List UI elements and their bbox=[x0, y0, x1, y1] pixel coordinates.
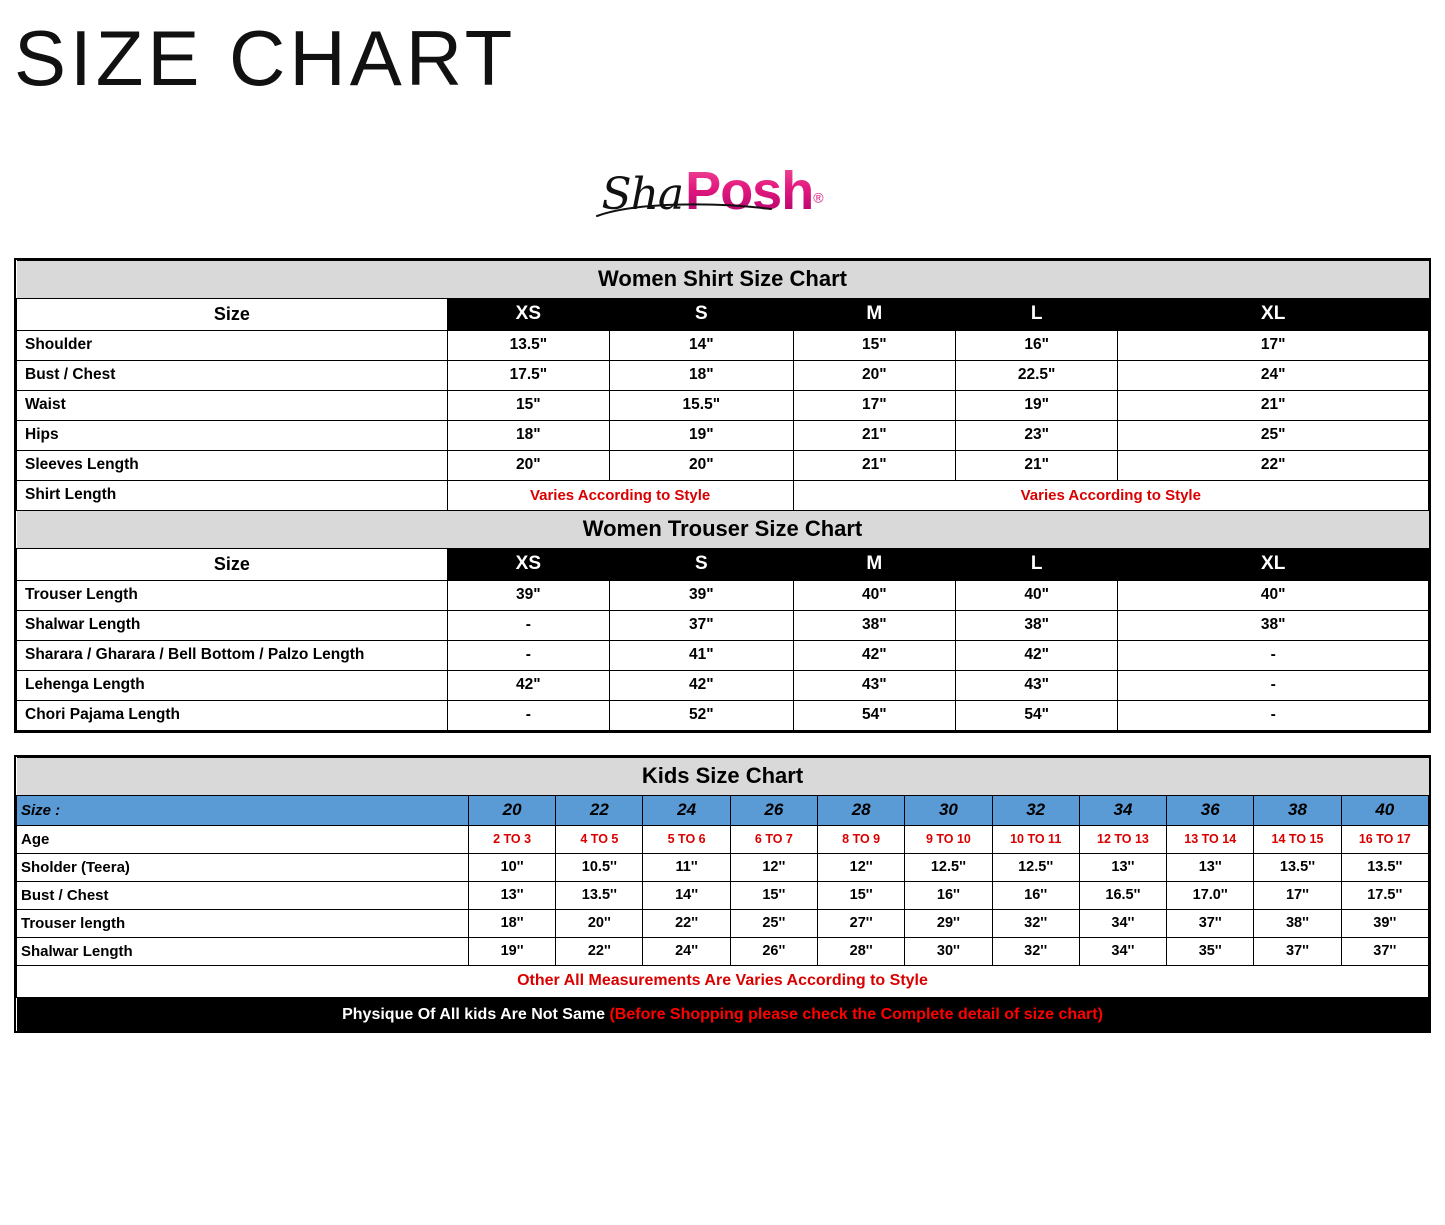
shirt-hips-l: 23" bbox=[955, 420, 1117, 450]
kids-trouser-40: 39'' bbox=[1341, 909, 1428, 937]
shirt-shoulder-m: 15" bbox=[793, 330, 955, 360]
kids-shalwar-26: 26'' bbox=[730, 937, 817, 965]
kids-sholder-20: 10'' bbox=[468, 853, 555, 881]
shirt-waist-l: 19" bbox=[955, 390, 1117, 420]
lehenga-length-m: 43" bbox=[793, 670, 955, 700]
kids-footer-note-primary: Physique Of All kids Are Not Same bbox=[342, 1005, 605, 1023]
shirt-size-label: Size bbox=[17, 298, 448, 330]
shirt-bust-xl: 24" bbox=[1118, 360, 1429, 390]
kids-trouser-30: 29'' bbox=[905, 909, 992, 937]
kids-bust-22: 13.5'' bbox=[556, 881, 643, 909]
kids-trouser-32: 32'' bbox=[992, 909, 1079, 937]
shirt-size-xl: XL bbox=[1118, 298, 1429, 330]
kids-bust-20: 13'' bbox=[468, 881, 555, 909]
table-row bbox=[17, 670, 1429, 700]
kids-size-24: 24 bbox=[643, 795, 730, 825]
table-row bbox=[17, 640, 1429, 670]
sharara-length-s: 41" bbox=[610, 640, 794, 670]
kids-size-30: 30 bbox=[905, 795, 992, 825]
shalwar-length-xl: 38" bbox=[1118, 610, 1429, 640]
kids-shalwar-24: 24'' bbox=[643, 937, 730, 965]
kids-size-38: 38 bbox=[1254, 795, 1341, 825]
kids-section-title: Kids Size Chart bbox=[17, 757, 1429, 795]
trouser-length-xl: 40" bbox=[1118, 580, 1429, 610]
kids-measurement-note: Other All Measurements Are Varies According to Style bbox=[17, 965, 1429, 997]
kids-section-title-row bbox=[17, 757, 1429, 795]
kids-bust-26: 15'' bbox=[730, 881, 817, 909]
kids-trouser-20: 18'' bbox=[468, 909, 555, 937]
shirt-shoulder-s: 14" bbox=[610, 330, 794, 360]
kids-age-36: 13 TO 14 bbox=[1167, 825, 1254, 853]
kids-age-34: 12 TO 13 bbox=[1079, 825, 1166, 853]
table-row bbox=[17, 610, 1429, 640]
kids-footer-note-secondary: (Before Shopping please check the Complete detail of size chart) bbox=[609, 1005, 1103, 1023]
table-row bbox=[17, 937, 1429, 965]
kids-age-40: 16 TO 17 bbox=[1341, 825, 1428, 853]
shirt-sleeves-s: 20" bbox=[610, 450, 794, 480]
shirt-shoulder-l: 16" bbox=[955, 330, 1117, 360]
trouser-size-xs: XS bbox=[447, 548, 609, 580]
trouser-length-xs: 39" bbox=[447, 580, 609, 610]
shirt-sleeves-xs: 20" bbox=[447, 450, 609, 480]
trouser-row-label-lehenga: Lehenga Length bbox=[17, 670, 448, 700]
kids-bust-36: 17.0'' bbox=[1167, 881, 1254, 909]
kids-bust-38: 17'' bbox=[1254, 881, 1341, 909]
kids-trouser-36: 37'' bbox=[1167, 909, 1254, 937]
kids-size-header-row bbox=[17, 795, 1429, 825]
kids-bust-34: 16.5'' bbox=[1079, 881, 1166, 909]
kids-size-26: 26 bbox=[730, 795, 817, 825]
shirt-waist-s: 15.5" bbox=[610, 390, 794, 420]
kids-size-chart-table bbox=[14, 755, 1431, 1034]
kids-row-label-shalwar: Shalwar Length bbox=[17, 937, 469, 965]
table-row bbox=[17, 909, 1429, 937]
shirt-length-note-1: Varies According to Style bbox=[447, 480, 793, 510]
kids-shalwar-28: 28'' bbox=[818, 937, 905, 965]
trouser-section-title-row bbox=[17, 510, 1429, 548]
trouser-row-label-trouser-length: Trouser Length bbox=[17, 580, 448, 610]
kids-size-28: 28 bbox=[818, 795, 905, 825]
table-row bbox=[17, 420, 1429, 450]
kids-age-30: 9 TO 10 bbox=[905, 825, 992, 853]
table-row bbox=[17, 330, 1429, 360]
shirt-size-s: S bbox=[610, 298, 794, 330]
kids-sholder-40: 13.5'' bbox=[1341, 853, 1428, 881]
shirt-shoulder-xs: 13.5" bbox=[447, 330, 609, 360]
lehenga-length-l: 43" bbox=[955, 670, 1117, 700]
kids-footer-row bbox=[17, 997, 1429, 1031]
kids-sholder-26: 12'' bbox=[730, 853, 817, 881]
trouser-length-m: 40" bbox=[793, 580, 955, 610]
kids-trouser-38: 38'' bbox=[1254, 909, 1341, 937]
trouser-size-l: L bbox=[955, 548, 1117, 580]
trouser-header-row bbox=[17, 548, 1429, 580]
kids-trouser-26: 25'' bbox=[730, 909, 817, 937]
shalwar-length-l: 38" bbox=[955, 610, 1117, 640]
chori-length-xs: - bbox=[447, 700, 609, 730]
shirt-section-title-row bbox=[17, 260, 1429, 298]
trouser-length-l: 40" bbox=[955, 580, 1117, 610]
kids-bust-24: 14'' bbox=[643, 881, 730, 909]
sharara-length-l: 42" bbox=[955, 640, 1117, 670]
kids-sholder-32: 12.5'' bbox=[992, 853, 1079, 881]
chori-length-s: 52" bbox=[610, 700, 794, 730]
kids-row-label-sholder: Sholder (Teera) bbox=[17, 853, 469, 881]
chori-length-l: 54" bbox=[955, 700, 1117, 730]
kids-age-26: 6 TO 7 bbox=[730, 825, 817, 853]
shirt-sleeves-l: 21" bbox=[955, 450, 1117, 480]
page-title: SIZE CHART bbox=[14, 14, 517, 102]
kids-sholder-38: 13.5'' bbox=[1254, 853, 1341, 881]
shirt-row-label-shirt-length: Shirt Length bbox=[17, 480, 448, 510]
lehenga-length-xs: 42" bbox=[447, 670, 609, 700]
lehenga-length-s: 42" bbox=[610, 670, 794, 700]
kids-row-label-age: Age bbox=[17, 825, 469, 853]
kids-bust-30: 16'' bbox=[905, 881, 992, 909]
kids-size-40: 40 bbox=[1341, 795, 1428, 825]
kids-shalwar-20: 19'' bbox=[468, 937, 555, 965]
kids-age-28: 8 TO 9 bbox=[818, 825, 905, 853]
kids-sholder-34: 13'' bbox=[1079, 853, 1166, 881]
trouser-row-label-chori-pajama: Chori Pajama Length bbox=[17, 700, 448, 730]
shirt-size-l: L bbox=[955, 298, 1117, 330]
trouser-size-s: S bbox=[610, 548, 794, 580]
shirt-row-label-shoulder: Shoulder bbox=[17, 330, 448, 360]
kids-trouser-34: 34'' bbox=[1079, 909, 1166, 937]
kids-age-22: 4 TO 5 bbox=[556, 825, 643, 853]
trouser-row-label-shalwar-length: Shalwar Length bbox=[17, 610, 448, 640]
table-row bbox=[17, 580, 1429, 610]
shirt-row-label-waist: Waist bbox=[17, 390, 448, 420]
shalwar-length-s: 37" bbox=[610, 610, 794, 640]
shirt-waist-xl: 21" bbox=[1118, 390, 1429, 420]
kids-row-label-bust: Bust / Chest bbox=[17, 881, 469, 909]
shirt-hips-xl: 25" bbox=[1118, 420, 1429, 450]
kids-sholder-22: 10.5'' bbox=[556, 853, 643, 881]
kids-bust-40: 17.5'' bbox=[1341, 881, 1428, 909]
shirt-row-label-bust: Bust / Chest bbox=[17, 360, 448, 390]
kids-size-20: 20 bbox=[468, 795, 555, 825]
logo-text-posh: Posh bbox=[685, 160, 814, 221]
size-chart-page bbox=[0, 14, 1445, 1225]
shirt-bust-xs: 17.5" bbox=[447, 360, 609, 390]
sharara-length-m: 42" bbox=[793, 640, 955, 670]
kids-sholder-24: 11'' bbox=[643, 853, 730, 881]
kids-shalwar-38: 37'' bbox=[1254, 937, 1341, 965]
chori-length-xl: - bbox=[1118, 700, 1429, 730]
table-row bbox=[17, 825, 1429, 853]
kids-sholder-28: 12'' bbox=[818, 853, 905, 881]
lehenga-length-xl: - bbox=[1118, 670, 1429, 700]
kids-trouser-24: 22'' bbox=[643, 909, 730, 937]
shirt-size-xs: XS bbox=[447, 298, 609, 330]
table-row bbox=[17, 390, 1429, 420]
kids-bust-28: 15'' bbox=[818, 881, 905, 909]
kids-row-label-trouser: Trouser length bbox=[17, 909, 469, 937]
kids-shalwar-30: 30'' bbox=[905, 937, 992, 965]
kids-shalwar-36: 35'' bbox=[1167, 937, 1254, 965]
shirt-shoulder-xl: 17" bbox=[1118, 330, 1429, 360]
kids-footer-note bbox=[17, 997, 1429, 1031]
shirt-sleeves-m: 21" bbox=[793, 450, 955, 480]
shirt-hips-s: 19" bbox=[610, 420, 794, 450]
shirt-row-label-hips: Hips bbox=[17, 420, 448, 450]
table-row bbox=[17, 480, 1429, 510]
logo-text-sha: Sha bbox=[601, 168, 684, 220]
shirt-section-title: Women Shirt Size Chart bbox=[17, 260, 1429, 298]
kids-table bbox=[16, 757, 1429, 1032]
shirt-bust-l: 22.5" bbox=[955, 360, 1117, 390]
sharara-length-xl: - bbox=[1118, 640, 1429, 670]
kids-size-label: Size : bbox=[17, 795, 469, 825]
shirt-bust-m: 20" bbox=[793, 360, 955, 390]
kids-shalwar-32: 32'' bbox=[992, 937, 1079, 965]
kids-age-32: 10 TO 11 bbox=[992, 825, 1079, 853]
table-row bbox=[17, 853, 1429, 881]
shirt-header-row bbox=[17, 298, 1429, 330]
kids-bust-32: 16'' bbox=[992, 881, 1079, 909]
kids-trouser-22: 20'' bbox=[556, 909, 643, 937]
shirt-sleeves-xl: 22" bbox=[1118, 450, 1429, 480]
shirt-waist-xs: 15" bbox=[447, 390, 609, 420]
table-row bbox=[17, 360, 1429, 390]
trouser-row-label-sharara: Sharara / Gharara / Bell Bottom / Palzo Length bbox=[17, 640, 448, 670]
table-row bbox=[17, 881, 1429, 909]
trouser-size-label: Size bbox=[17, 548, 448, 580]
shalwar-length-xs: - bbox=[447, 610, 609, 640]
table-row bbox=[17, 700, 1429, 730]
kids-size-22: 22 bbox=[556, 795, 643, 825]
shirt-size-m: M bbox=[793, 298, 955, 330]
kids-shalwar-34: 34'' bbox=[1079, 937, 1166, 965]
shalwar-length-m: 38" bbox=[793, 610, 955, 640]
kids-trouser-28: 27'' bbox=[818, 909, 905, 937]
logo-registered-mark: ® bbox=[813, 189, 824, 206]
kids-shalwar-40: 37'' bbox=[1341, 937, 1428, 965]
kids-size-32: 32 bbox=[992, 795, 1079, 825]
trouser-size-m: M bbox=[793, 548, 955, 580]
women-table bbox=[16, 260, 1429, 731]
kids-note-row bbox=[17, 965, 1429, 997]
women-size-chart-table bbox=[14, 258, 1431, 733]
shirt-length-note-2: Varies According to Style bbox=[793, 480, 1428, 510]
trouser-size-xl: XL bbox=[1118, 548, 1429, 580]
shirt-row-label-sleeves: Sleeves Length bbox=[17, 450, 448, 480]
shirt-waist-m: 17" bbox=[793, 390, 955, 420]
shirt-hips-m: 21" bbox=[793, 420, 955, 450]
kids-age-20: 2 TO 3 bbox=[468, 825, 555, 853]
sharara-length-xs: - bbox=[447, 640, 609, 670]
shirt-bust-s: 18" bbox=[610, 360, 794, 390]
kids-sholder-36: 13'' bbox=[1167, 853, 1254, 881]
kids-shalwar-22: 22'' bbox=[556, 937, 643, 965]
kids-age-38: 14 TO 15 bbox=[1254, 825, 1341, 853]
kids-age-24: 5 TO 6 bbox=[643, 825, 730, 853]
chori-length-m: 54" bbox=[793, 700, 955, 730]
shirt-hips-xs: 18" bbox=[447, 420, 609, 450]
table-row bbox=[17, 450, 1429, 480]
kids-sholder-30: 12.5'' bbox=[905, 853, 992, 881]
kids-size-36: 36 bbox=[1167, 795, 1254, 825]
kids-size-34: 34 bbox=[1079, 795, 1166, 825]
brand-logo bbox=[0, 160, 1445, 232]
trouser-length-s: 39" bbox=[610, 580, 794, 610]
trouser-section-title: Women Trouser Size Chart bbox=[17, 510, 1429, 548]
